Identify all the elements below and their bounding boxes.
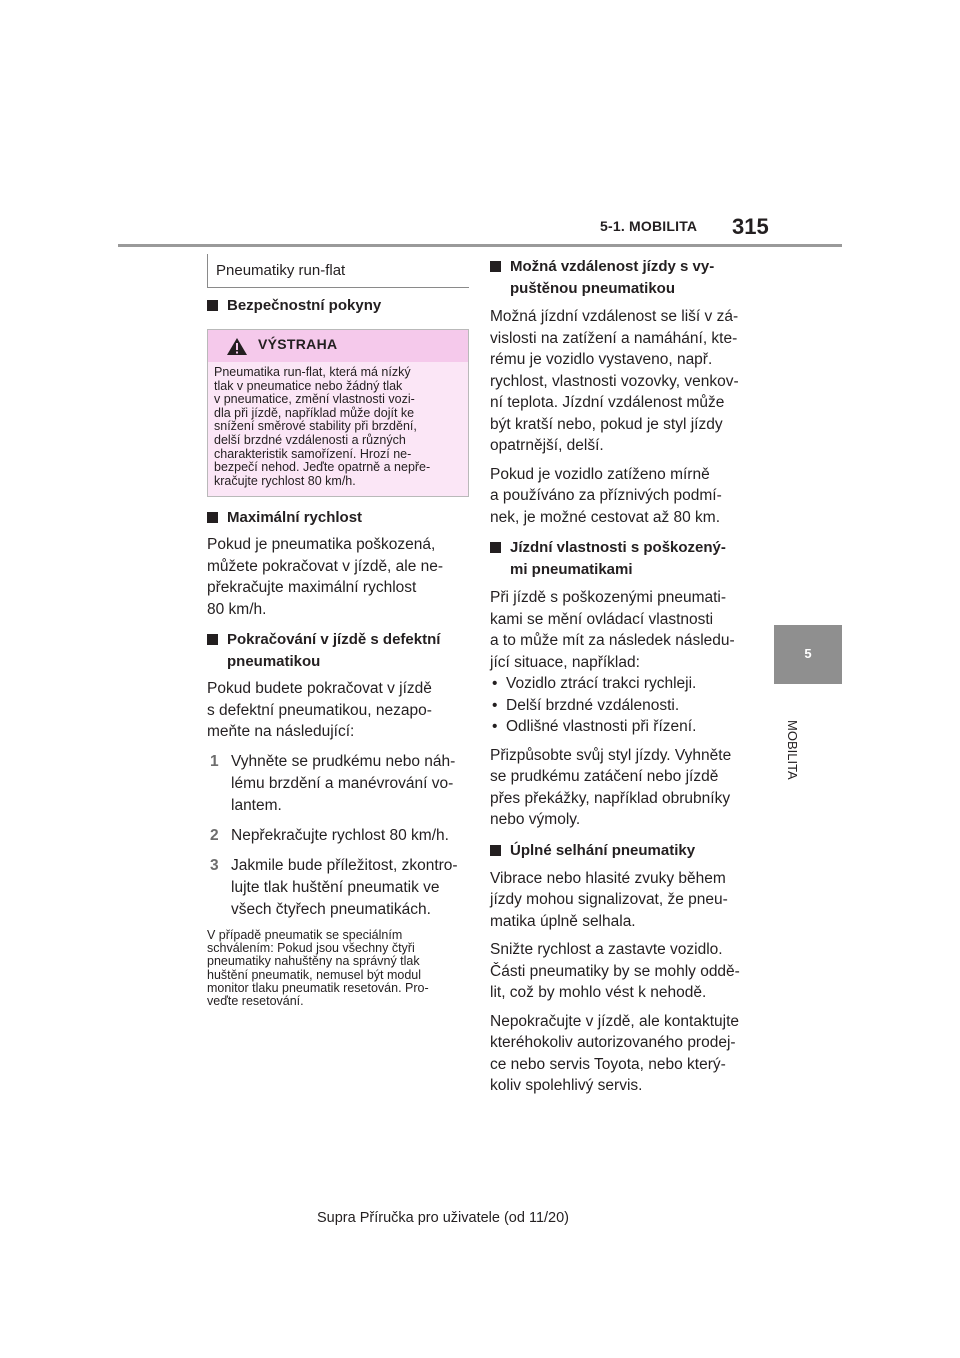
text-line: rému je vozidlo vystaveno, např.: [490, 351, 713, 368]
text-line: překračujte maximální rychlost: [207, 579, 417, 597]
text-line: meňte na následující:: [207, 723, 355, 741]
heading-line: mi pneumatikami: [510, 561, 633, 578]
warning-line: Pneumatika run-flat, která má nízký: [214, 365, 411, 379]
text-line: Nepřekračujte rychlost 80 km/h.: [231, 826, 449, 844]
text-line: lantem.: [231, 796, 282, 814]
text-line: vislosti na zatížení a namáhání, kte-: [490, 329, 738, 347]
step-number: 1: [210, 752, 219, 770]
continue-heading: [207, 629, 469, 673]
warning-line: bezpečí nehod. Jeďte opatrně a nepře-: [214, 460, 431, 475]
text-line: 80 km/h.: [207, 600, 267, 618]
text-line: Vyhněte se prudkému nebo náh-: [231, 752, 456, 770]
text-line: huštění pneumatik, nemusel být modul: [207, 967, 422, 982]
heading-line: puštěnou pneumatikou: [510, 280, 675, 297]
range-heading: [490, 256, 752, 300]
text-line: kteréhokoliv autorizovaného prodej-: [490, 1034, 736, 1051]
warning-line: tlak v pneumatice nebo žádný tlak: [214, 378, 403, 393]
text-line: Jakmile bude příležitost, zkontro-: [231, 856, 458, 874]
text-line: nebo výmoly.: [490, 811, 581, 828]
heading-line: pneumatikou: [227, 653, 321, 671]
text-line: pneumatiky nahuštěny na správný tlak: [207, 954, 420, 969]
page-footer: Supra Příručka pro uživatele (od 11/20): [317, 1210, 570, 1226]
max-speed-heading: [207, 507, 469, 529]
failure-heading: [490, 840, 752, 862]
header-rule: [118, 244, 842, 247]
text-line: Pokud budete pokračovat v jízdě: [207, 680, 432, 698]
text-line: ní teplota. Jízdní vzdálenost může: [490, 394, 725, 411]
props-heading: [490, 537, 752, 581]
heading-line: Pokračování v jízdě s defektní: [227, 631, 441, 649]
text-line: a používáno za příznivých podmí-: [490, 487, 722, 504]
props-paragraph: [490, 587, 752, 673]
warning-line: charakteristik samořízení. Hrozí ne-: [214, 446, 412, 461]
list-item: • Delší brzdné vzdálenosti.: [490, 695, 752, 717]
failure-heading-text: Úplné selhání pneumatiky: [510, 841, 696, 859]
step-number: 2: [210, 826, 219, 844]
square-bullet-icon: [490, 845, 501, 856]
dont-paragraph: [490, 1011, 752, 1097]
text-line: Nepokračujte v jízdě, ale kontaktujte: [490, 1012, 739, 1030]
max-speed-paragraph: [207, 534, 469, 620]
warning-line: snížení směrové stability při brzdění,: [214, 419, 417, 434]
text-line: lit, což by mohlo vést k nehodě.: [490, 984, 707, 1001]
reduce-paragraph: [490, 939, 752, 1004]
right-column: [490, 254, 752, 1097]
topic-box: [207, 254, 469, 288]
text-line: rychlost, vlastnosti vozovky, venkov-: [490, 372, 739, 390]
text-line: Přizpůsobte svůj styl jízdy. Vyhněte: [490, 746, 732, 764]
warning-title: VÝSTRAHA: [258, 336, 338, 352]
warning-text: [208, 362, 468, 496]
safety-heading-text: Bezpečnostní pokyny: [227, 297, 382, 314]
heading-line: Možná vzdálenost jízdy s vy-: [510, 258, 715, 275]
max-speed-heading-text: Maximální rychlost: [227, 509, 363, 527]
square-bullet-icon: [207, 512, 218, 523]
text-line: jící situace, například:: [490, 653, 640, 671]
warning-line: dla při jízdě, například může dojít ke: [214, 405, 415, 420]
square-bullet-icon: [207, 300, 218, 311]
text-line: lému brzdění a manévrování vo-: [231, 774, 454, 792]
page-number: 315: [732, 214, 769, 239]
text-line: V případě pneumatik se speciálním: [207, 927, 403, 942]
text-line: s defektní pneumatikou, nezapo-: [207, 701, 432, 719]
step-number: 3: [210, 856, 219, 874]
text-line: lujte tlak huštění pneumatik ve: [231, 878, 440, 896]
range-paragraph: [490, 306, 752, 457]
heading-line: Jízdní vlastnosti s poškozený-: [510, 539, 726, 556]
failure-paragraph: [490, 868, 752, 933]
warning-line: delší brzdné vzdálenosti a různých: [214, 432, 406, 447]
text-line: veďte resetování.: [207, 994, 304, 1009]
safety-heading: [207, 295, 469, 317]
chapter-side-label: MOBILITA: [785, 720, 800, 780]
text-line: matika úplně selhala.: [490, 912, 636, 930]
text-line: jízdy mohou signalizovat, že pneu-: [490, 891, 728, 908]
text-line: všech čtyřech pneumatikách.: [231, 900, 431, 918]
warning-box: [207, 329, 469, 497]
chapter-number: 5: [804, 646, 812, 661]
text-line: se prudkému zatáčení nebo jízdě: [490, 768, 719, 785]
text-line: přes překážky, například obrubníky: [490, 789, 731, 807]
text-line: a to může mít za následek následu-: [490, 632, 735, 649]
section-title: 5-1. MOBILITA: [600, 218, 698, 234]
step-item: [207, 751, 469, 817]
adapt-paragraph: [490, 745, 752, 831]
text-line: monitor tlaku pneumatik resetován. Pro-: [207, 981, 429, 996]
text-line: Při jízdě s poškozenými pneumati-: [490, 589, 727, 606]
text-line: Možná jízdní vzdálenost se liší v zá-: [490, 308, 739, 325]
warning-triangle-icon: [226, 337, 248, 356]
square-bullet-icon: [207, 634, 218, 645]
topic-title: Pneumatiky run-flat: [216, 262, 346, 279]
chapter-tab[interactable]: [774, 625, 842, 684]
step-item: [207, 855, 469, 921]
props-bullet-list: [490, 673, 752, 738]
continue-paragraph: [207, 678, 469, 743]
text-line: být kratší nebo, pokud je styl jízdy: [490, 415, 723, 433]
text-line: kami se mění ovládací vlastnosti: [490, 610, 714, 628]
square-bullet-icon: [490, 261, 501, 272]
text-line: Části pneumatiky by se mohly oddě-: [490, 962, 740, 980]
step-item: [207, 825, 469, 847]
text-line: opatrnější, delší.: [490, 437, 604, 454]
text-line: můžete pokračovat v jízdě, ale ne-: [207, 557, 444, 575]
text-line: ce nebo servis Toyota, nebo který-: [490, 1055, 726, 1073]
range2-paragraph: [490, 464, 752, 529]
text-line: koliv spolehlivý servis.: [490, 1077, 643, 1094]
text-line: Pokud je pneumatika poškozená,: [207, 536, 436, 554]
left-column: [207, 254, 469, 1009]
list-item: • Vozidlo ztrácí trakci rychleji.: [490, 673, 752, 695]
square-bullet-icon: [490, 542, 501, 553]
warning-header: [208, 330, 468, 362]
list-item: • Odlišné vlastnosti při řízení.: [490, 716, 752, 738]
text-line: Snižte rychlost a zastavte vozidlo.: [490, 941, 723, 958]
note-paragraph: [207, 929, 469, 1009]
text-line: schválením: Pokud jsou všechny čtyři: [207, 941, 415, 956]
warning-line: v pneumatice, změní vlastnosti vozi-: [214, 392, 415, 407]
text-line: Pokud je vozidlo zatíženo mírně: [490, 465, 710, 483]
text-line: Vibrace nebo hlasité zvuky během: [490, 869, 726, 887]
text-line: nek, je možné cestovat až 80 km.: [490, 508, 721, 526]
warning-line: kračujte rychlost 80 km/h.: [214, 473, 356, 488]
